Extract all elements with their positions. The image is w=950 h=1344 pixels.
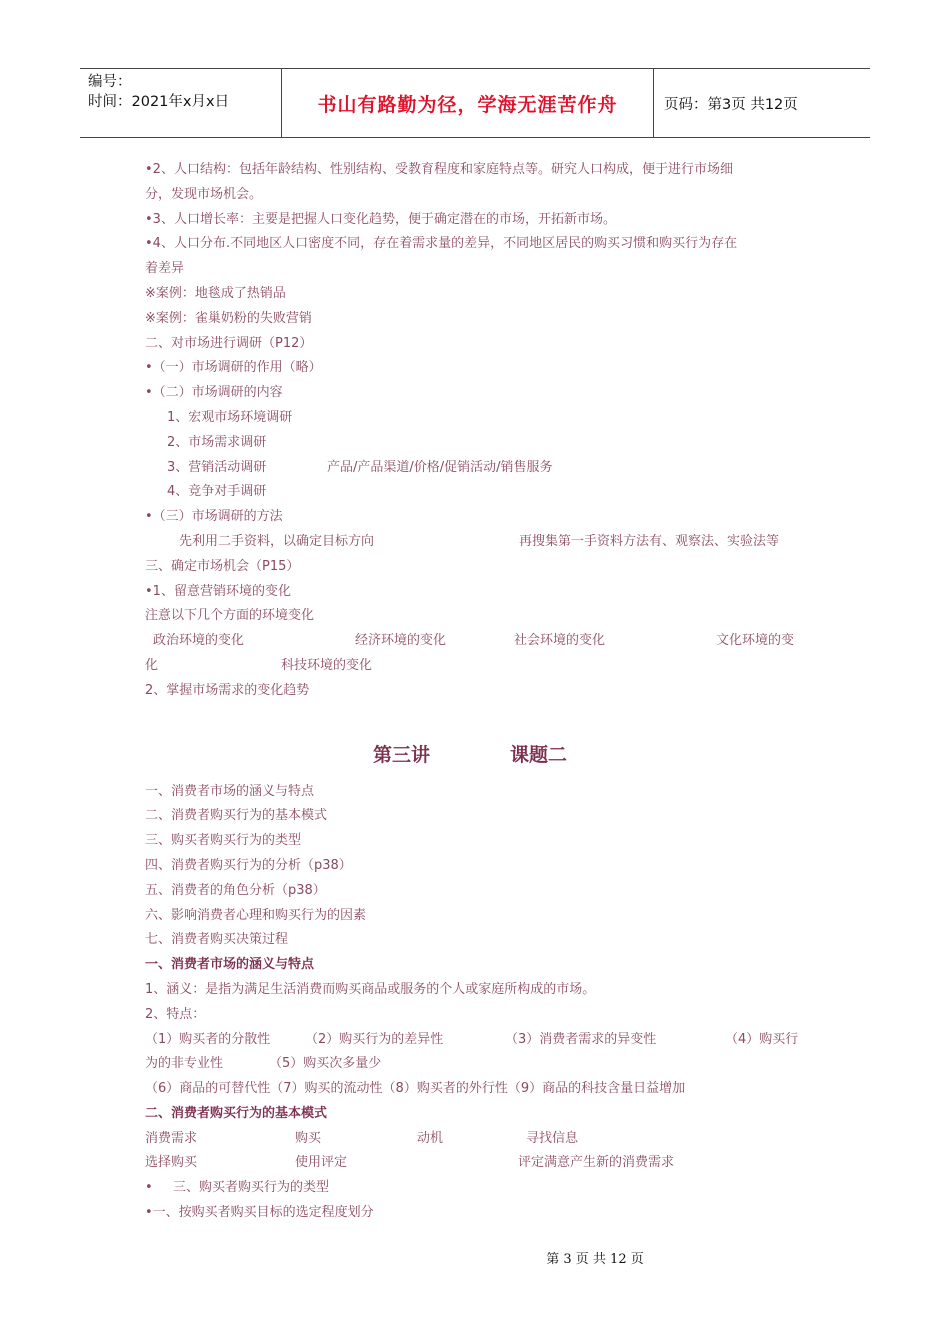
text-line: 六、影响消费者心理和购买行为的因素 [145, 907, 367, 923]
text-line: ※案例：雀巢奶粉的失败营销 [145, 310, 312, 326]
text-line: 三、购买者购买行为的类型 [145, 833, 302, 849]
text-line: •（三）市场调研的方法 [145, 509, 283, 525]
text-line: 4、竞争对手调研 [167, 484, 267, 500]
text-line: 注意以下几个方面的环境变化 [145, 608, 315, 624]
text-line: •（一）市场调研的作用（略） [145, 360, 322, 376]
text-segment: 先利用二手资料，以确定目标方向 [179, 533, 375, 549]
text-line: 2、掌握市场需求的变化趋势 [145, 682, 310, 698]
text-segment: 消费需求 [145, 1130, 198, 1146]
text-segment: 使用评定 [295, 1155, 348, 1171]
text-segment: （1）购买者的分散性 [145, 1031, 271, 1047]
text-segment: 为的非专业性 [145, 1056, 224, 1072]
text-segment: 购买 [295, 1130, 322, 1146]
text-line: 1、涵义：是指为满足生活消费而购买商品或服务的个人或家庭所构成的市场。 [145, 981, 596, 997]
text-segment: 选择购买 [145, 1155, 198, 1171]
text-line: 三、确定市场机会（P15） [145, 558, 300, 574]
text-line: •1、留意营销环境的变化 [145, 583, 291, 599]
text-segment: 政治环境的变化 [153, 633, 245, 649]
text-line: 分，发现市场机会。 [145, 186, 263, 202]
text-segment: （4）购买行 [725, 1031, 799, 1047]
text-line: ※案例：地毯成了热销品 [145, 285, 286, 301]
text-line [145, 1052, 815, 1077]
text-line: •（二）市场调研的内容 [145, 385, 283, 401]
section-heading: 一、消费者市场的涵义与特点 [145, 957, 315, 973]
text-line [145, 1127, 815, 1152]
text-line: 四、消费者购买行为的分析（p38） [145, 857, 352, 873]
text-line: •4、人口分布.不同地区人口密度不同，存在着需求量的差异，不同地区居民的购买习惯和购买行为存在 [145, 236, 738, 252]
text-segment: （2）购买行为的差异性 [305, 1031, 444, 1047]
text-line: 二、对市场进行调研（P12） [145, 335, 313, 351]
section-title [125, 730, 815, 780]
text-line: •3、人口增长率：主要是把握人口变化趋势，便于确定潜在的市场，开拓新市场。 [145, 211, 616, 227]
page-header [80, 68, 870, 138]
text-line: •2、人口结构：包括年龄结构、性别结构、受教育程度和家庭特点等。研究人口构成，便于进行市场细 [145, 162, 733, 177]
text-line: 一、消费者市场的涵义与特点 [145, 783, 315, 799]
section-title-left: 第三讲 [372, 743, 430, 766]
text-segment: 文化环境的变 [716, 633, 795, 649]
text-segment: 评定满意产生新的消费需求 [518, 1155, 675, 1171]
text-segment: 化 [145, 657, 159, 673]
text-line [145, 456, 815, 481]
text-line: 七、消费者购买决策过程 [145, 932, 289, 948]
text-line: 五、消费者的角色分析（p38） [145, 882, 326, 898]
text-segment: 社会环境的变化 [514, 633, 606, 649]
text-line [145, 629, 815, 654]
text-line: 二、消费者购买行为的基本模式 [145, 808, 328, 824]
text-line: 着差异 [145, 261, 185, 277]
time-label: 时间：2021年x月x日 [88, 94, 230, 110]
section-title-right: 课题二 [510, 743, 568, 766]
text-line: （6）商品的可替代性（7）购买的流动性（8）购买者的外行性（9）商品的科技含量日益增加 [145, 1081, 686, 1097]
text-line: 2、特点： [145, 1006, 206, 1022]
text-segment: 3、营销活动调研 [167, 459, 267, 475]
text-line [145, 1151, 815, 1176]
header-left-cell [80, 69, 282, 137]
bullet: • [145, 1180, 153, 1196]
text-segment: 动机 [417, 1130, 444, 1146]
text-line [145, 1028, 815, 1053]
text-line [145, 1176, 815, 1201]
text-segment: 三、购买者购买行为的类型 [173, 1180, 330, 1196]
text-segment: （3）消费者需求的异变性 [505, 1031, 657, 1047]
code-label: 编号： [88, 74, 132, 90]
text-line: 1、宏观市场环境调研 [167, 409, 293, 425]
text-line: 2、市场需求调研 [167, 434, 267, 450]
text-segment: 寻找信息 [526, 1130, 579, 1146]
header-page-label: 页码：第3页 共12页 [664, 96, 798, 113]
text-segment: 经济环境的变化 [355, 633, 447, 649]
document-body [145, 158, 815, 1226]
text-line [145, 654, 815, 679]
text-line [145, 530, 815, 555]
page-footer: 第 3 页 共 12 页 [546, 1252, 644, 1267]
text-segment: 产品/产品渠道/价格/促销活动/销售服务 [327, 459, 553, 475]
text-segment: 科技环境的变化 [281, 657, 373, 673]
text-line: •一、按购买者购买目标的选定程度划分 [145, 1205, 374, 1221]
section-heading: 二、消费者购买行为的基本模式 [145, 1105, 328, 1121]
header-motto: 书山有路勤为径，学海无涯苦作舟 [282, 69, 654, 137]
text-segment: 再搜集第一手资料方法有、观察法、实验法等 [519, 533, 780, 549]
text-segment: （5）购买次多量少 [269, 1056, 382, 1072]
